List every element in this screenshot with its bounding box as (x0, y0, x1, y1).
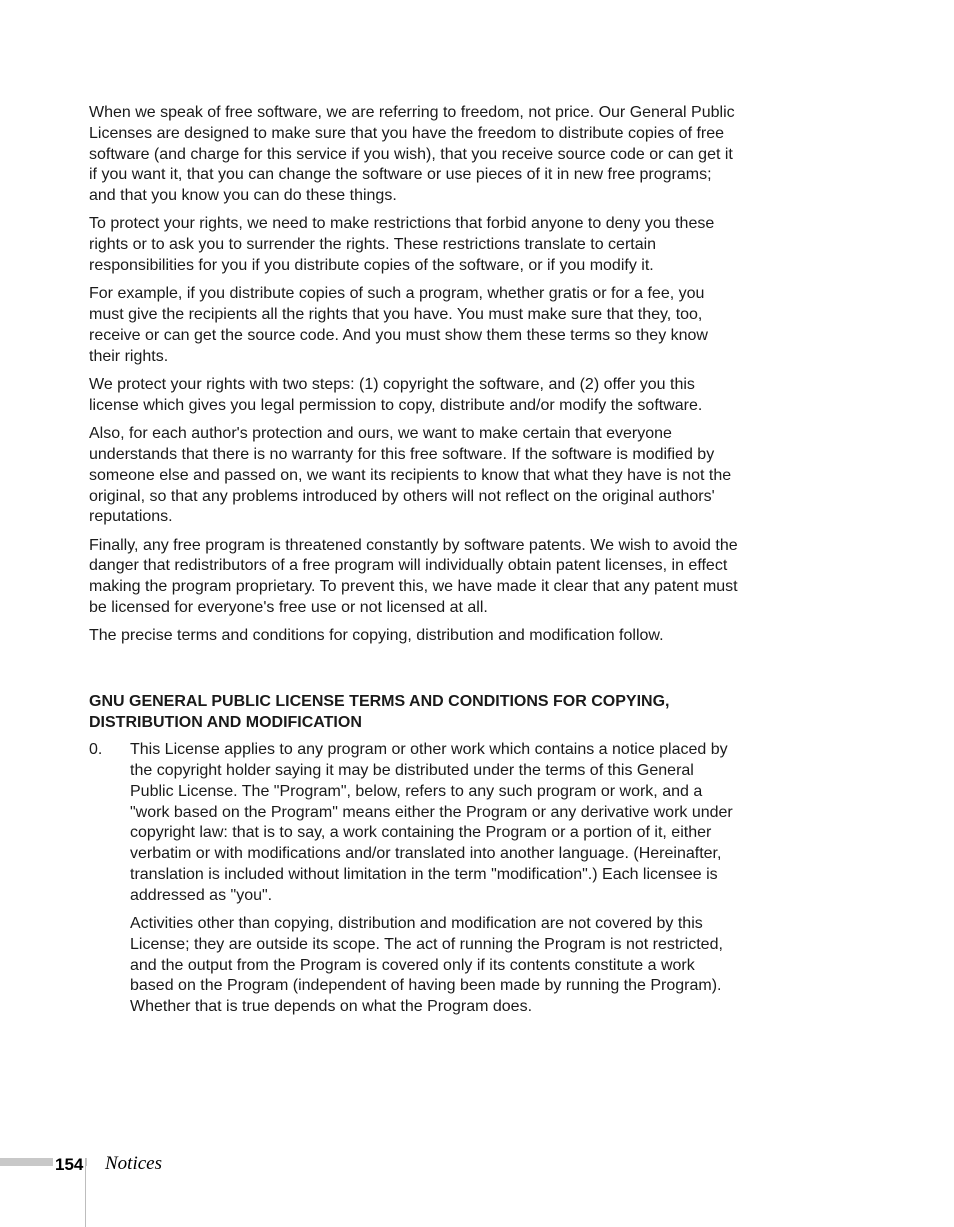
section-name: Notices (105, 1153, 162, 1174)
body-paragraph-1: When we speak of free software, we are referring to freedom, not price. Our General Public Licenses are designed to make sure that you have the freedom to distribute copies of free software (and charge for this service if you wish), that you receive source code or can get it if you want it, that you can change the software or use pieces of it in new free programs; and that you know you can do these things. (89, 104, 735, 205)
body-paragraph-5: Also, for each author's protection and ours, we want to make certain that everyone understands that there is no warranty for this free software. If the software is modified by someone else and passed on, we want its recipients to know that what they have is not the original, so that any problems introduced by others will not reflect on the original authors' reputations. (89, 425, 732, 526)
body-paragraph-4: We protect your rights with two steps: (1) copyright the software, and (2) offer you this license which gives you legal permission to copy, distribute and/or modify the software. (89, 376, 703, 414)
page-number: 154 (55, 1155, 84, 1174)
body-paragraph-7: The precise terms and conditions for copying, distribution and modification follow. (89, 627, 664, 645)
body-paragraph-6: Finally, any free program is threatened constantly by software patents. We wish to avoid the danger that redistributors of a free program will individually obtain patent licenses, in effect making the program proprietary. To prevent this, we have made it clear that any patent must be licensed for everyone's free use or not licensed at all. (89, 536, 738, 617)
body-paragraph-3: For example, if you distribute copies of such a program, whether gratis or for a fee, you must give the recipients all the rights that you have. You must make sure that they, too, receive or can get the source code. And you must show them these terms so they know their rights. (89, 285, 708, 365)
body-paragraph-2: To protect your rights, we need to make restrictions that forbid anyone to deny you these rights or to ask you to surrender the rights. These restrictions translate to certain responsibilities for you if you distribute copies of the software, or if you modify it. (89, 215, 715, 275)
terms-item-paragraph-1: This License applies to any program or other work which contains a notice placed by the copyright holder saying it may be distributed under the terms of this General Public License. The "Program", below, refers to any such program or work, and a "work based on the Program" means either the Program or any derivative work under copyright law: that is to say, a work containing the Program or a portion of it, either verbatim or with modifications and/or translated into another language. (Hereinafter, translation is included without limitation in the term "modification".) Each licensee is addressed as "you". (130, 741, 733, 904)
page-content (89, 103, 739, 1025)
terms-item-number: 0. (89, 741, 103, 759)
terms-item-body (130, 740, 739, 1025)
terms-item-0 (89, 740, 739, 1025)
terms-item-paragraph-2: Activities other than copying, distribution and modification are not covered by this License; they are outside its scope. The act of running the Program is not restricted, and the output from the Program is covered only if its contents constitute a work based on the Program (independent of having been made by running the Program). Whether that is true depends on what the Program does. (130, 915, 723, 1016)
terms-heading: GNU GENERAL PUBLIC LICENSE TERMS AND CONDITIONS FOR COPYING, DISTRIBUTION AND MODIFICATION (89, 693, 670, 732)
